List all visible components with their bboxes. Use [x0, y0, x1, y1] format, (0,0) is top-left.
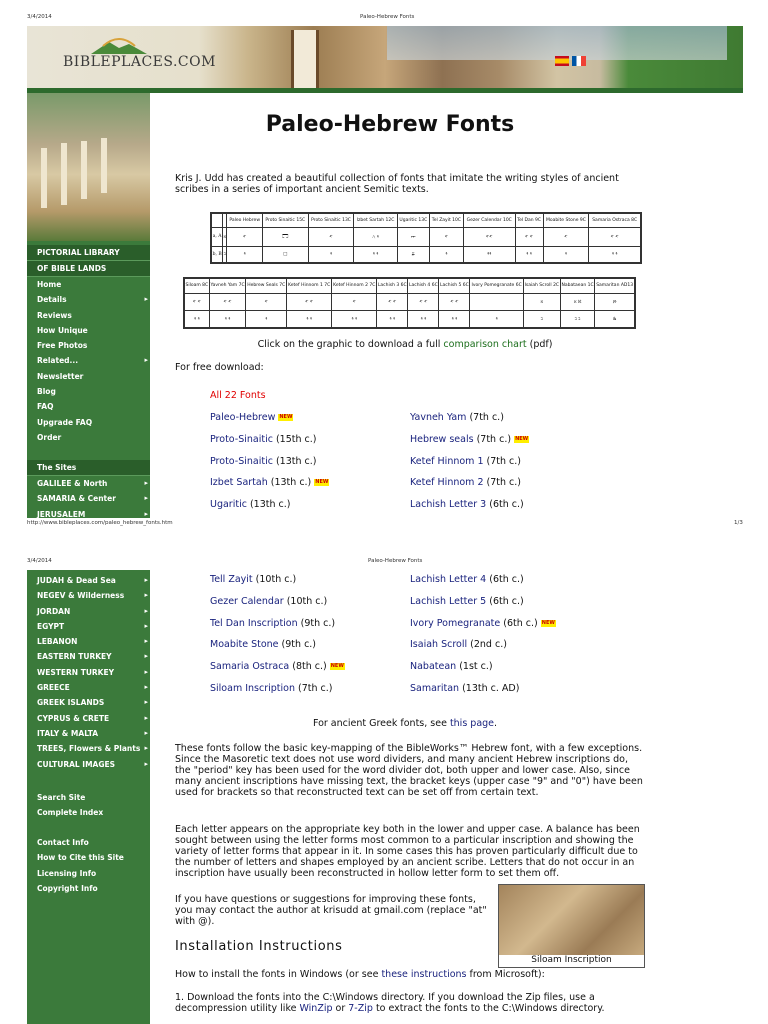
- sidebar-info-item[interactable]: Contact Info: [37, 838, 89, 847]
- font-link-row: [210, 477, 329, 488]
- chart-header-cell: Proto Sinaitic 15C: [262, 214, 308, 228]
- new-badge: NEW: [541, 619, 555, 626]
- sidebar-sites-heading: The Sites: [27, 460, 150, 476]
- font-link-row: [410, 477, 521, 488]
- free-download-label: For free download:: [175, 362, 264, 373]
- chart-glyph-cell: 𐤁 𐤁: [408, 310, 439, 327]
- sidebar-site-item[interactable]: GREEK ISLANDS ▸: [27, 695, 150, 710]
- chart-header-cell: Ketef Hinnom 2 7C: [332, 279, 377, 294]
- font-link-row: [210, 434, 316, 445]
- print-date: 3/4/2014: [27, 14, 52, 20]
- chart-header-cell: Samaria Ostraca 8C: [589, 214, 641, 228]
- chart-header-cell: Lachish 4 6C: [408, 279, 439, 294]
- photo-caption: Siloam Inscription: [498, 955, 645, 968]
- font-date: (6th c.): [486, 574, 524, 585]
- font-date: (9th c.): [278, 639, 317, 651]
- comparison-chart-bottom[interactable]: [183, 277, 636, 329]
- font-link[interactable]: Ivory Pomegranate: [410, 617, 501, 629]
- chart-glyph-cell: 𐤀 𐤀: [209, 293, 246, 310]
- font-date: (13th c.): [272, 455, 317, 467]
- contact-paragraph: If you have questions or suggestions for improving these fonts, you may contact the author at krisudd at gmail.com (replace "at" with @).: [175, 894, 487, 927]
- chart-glyph-cell: 𐤁 𐤂: [354, 228, 397, 247]
- chart-glyph-cell: א: [523, 293, 560, 310]
- chart-header-cell: Ivory Pomegranate 6C: [470, 279, 523, 294]
- print-header-title-page2: Paleo-Hebrew Fonts: [368, 558, 423, 564]
- chart-glyph-cell: 𐤀 𐤀: [408, 293, 439, 310]
- chart-glyph-cell: א ℵ: [560, 293, 594, 310]
- chart-header-cell: Moabite Stone 9C: [543, 214, 589, 228]
- comparison-chart-top[interactable]: [210, 212, 642, 264]
- font-link[interactable]: Tel Dan Inscription: [210, 617, 298, 629]
- print-date-page2: 3/4/2014: [27, 558, 52, 564]
- chart-glyph-cell: 𐤁 𐤁: [332, 310, 377, 327]
- font-date: (10th c.): [252, 574, 297, 585]
- font-date: (9th c.): [297, 617, 336, 629]
- sidebar-item[interactable]: Related... ▸: [27, 353, 150, 368]
- chart-glyph-cell: 𐤁: [543, 246, 589, 262]
- sidebar-item[interactable]: Home: [37, 280, 62, 289]
- intro-text: Kris J. Udd has created a beautiful collection of fonts that imitate the writing styles of ancient scribes in a series of important ancient Semitic texts.: [175, 173, 619, 195]
- font-link-row: [410, 434, 529, 445]
- chart-glyph-cell: ב: [523, 310, 560, 327]
- font-link[interactable]: Ugaritic: [210, 499, 247, 511]
- install-heading: Installation Instructions: [175, 939, 343, 954]
- chart-header-cell: Lachish 3 6C: [377, 279, 408, 294]
- font-link[interactable]: Lachish Letter 4: [410, 574, 487, 585]
- chart-header-cell: Hebrew Seals 7C: [246, 279, 287, 294]
- chart-glyph-cell: 𐤁𐤁: [463, 246, 515, 262]
- print-url: http://www.bibleplaces.com/paleo_hebrew_fonts.htm: [27, 520, 173, 526]
- chart-header-cell: Isaiah Scroll 2C: [523, 279, 560, 294]
- chart-glyph-cell: 𐤀: [543, 228, 589, 247]
- chart-header-cell: Gezer Calendar 10C: [463, 214, 515, 228]
- chart-header-cell: Ketef Hinnom 1 7C: [287, 279, 332, 294]
- sidebar-item[interactable]: Newsletter: [37, 371, 84, 381]
- sidebar-site-item[interactable]: ITALY & MALTA ▸: [27, 726, 150, 741]
- chart-header-cell: Samaritan AD13: [595, 279, 635, 294]
- page-title: Paleo-Hebrew Fonts: [265, 112, 515, 137]
- sidebar-ruins-photo: [27, 93, 150, 241]
- keymapping-paragraph: These fonts follow the basic key-mapping of the BibleWorks™ Hebrew font, with a few exceptions. Since the Masoretic text does not use word dividers, and many ancient Hebrew inscriptions do, the "period" key has been used for the word divider dot, both upper and lower case. Also, since many ancient inscriptions have missing text, the bracket keys (upper case "9" and "0") have been used for brackets so that reconstructed text can be set off from certain text.: [175, 743, 643, 798]
- sidebar-site-item[interactable]: JERUSALEM ▸: [27, 507, 150, 522]
- font-date: (7th c.): [483, 477, 521, 489]
- sidebar-item[interactable]: FAQ: [37, 402, 54, 412]
- font-link[interactable]: Isaiah Scroll: [410, 639, 468, 651]
- font-link[interactable]: Tell Zayit: [210, 574, 253, 585]
- font-link[interactable]: Proto-Sinaitic: [210, 455, 273, 467]
- new-badge: NEW: [515, 435, 529, 442]
- chart-glyph-cell: 𐎁: [397, 246, 429, 262]
- sidebar-nav-info: [27, 835, 150, 896]
- sidebar-site-item[interactable]: EGYPT ▸: [27, 619, 150, 634]
- chart-glyph-cell: □: [262, 246, 308, 262]
- microsoft-instructions-link[interactable]: these instructions: [381, 969, 467, 980]
- language-flags: [555, 56, 589, 75]
- sidebar-item[interactable]: How Unique: [37, 325, 88, 335]
- chart-glyph-cell: 𐤁: [308, 246, 354, 262]
- sidebar-site-item[interactable]: WESTERN TURKEY ▸: [27, 665, 150, 680]
- font-link-row: [410, 596, 524, 607]
- chart-glyph-cell: 𐤀 𐤀: [185, 293, 210, 310]
- font-date: (6th c.): [486, 595, 524, 607]
- french-flag-icon[interactable]: [572, 56, 586, 66]
- sidebar-nav-sites-cont: [27, 573, 150, 772]
- sidebar-item[interactable]: Details ▸: [27, 292, 150, 307]
- sidebar-site-item[interactable]: JUDAH & Dead Sea ▸: [27, 573, 150, 588]
- chart-glyph-cell: 𐤀 𐤀: [589, 228, 641, 247]
- font-date: (6th c.): [486, 499, 524, 511]
- font-link-row: [210, 412, 293, 423]
- font-link-row: [210, 456, 316, 467]
- font-link[interactable]: Paleo-Hebrew: [210, 412, 276, 423]
- chart-glyph-cell: 𐤀 𐤀: [439, 293, 470, 310]
- font-date: (13th c. AD): [459, 683, 520, 694]
- font-date: (2nd c.): [467, 639, 507, 651]
- chart-glyph-cell: א: [223, 228, 227, 247]
- font-link[interactable]: Yavneh Yam: [410, 412, 467, 423]
- font-link-row: [210, 499, 290, 510]
- font-link-row: [210, 683, 333, 694]
- sidebar-site-item[interactable]: SAMARIA & Center ▸: [27, 491, 150, 506]
- font-link[interactable]: Hebrew seals: [410, 433, 474, 445]
- chart-glyph-cell: 𐤀𐤀: [463, 228, 515, 247]
- install-step-1: 1. Download the fonts into the C:\Windows directory. If you download the Zip files, use a decompression utility like WinZip or 7-Zip to extract the fonts to the C:\Windows directory.: [175, 992, 605, 1014]
- font-date: (7th c.): [295, 683, 333, 694]
- font-date: (13th c.): [246, 499, 291, 511]
- font-link[interactable]: Ketef Hinnom 1: [410, 455, 484, 467]
- chart-glyph-cell: 𐤁 𐤁: [209, 310, 246, 327]
- chart-glyph-cell: 𐤀 𐤀: [377, 293, 408, 310]
- new-badge: NEW: [315, 479, 329, 486]
- font-link-row: [210, 661, 345, 672]
- chart-header-cell: Yavneh Yam 7C: [209, 279, 246, 294]
- chart-header-cell: Ugaritic 13C: [397, 214, 429, 228]
- install-line: How to install the fonts in Windows (or see these instructions from Microsoft):: [175, 969, 545, 980]
- sidebar-info-item[interactable]: Copyright Info: [37, 883, 98, 893]
- font-link[interactable]: Siloam Inscription: [210, 683, 295, 694]
- font-link[interactable]: Gezer Calendar: [210, 595, 284, 607]
- font-link-row: [210, 618, 335, 629]
- font-link[interactable]: Proto-Sinaitic: [210, 433, 273, 445]
- all-fonts-link[interactable]: All 22 Fonts: [210, 390, 266, 401]
- chart-glyph-cell: 𐤁: [246, 310, 287, 327]
- font-date: (7th c.): [466, 412, 504, 423]
- chart-glyph-cell: ࠁ: [595, 310, 635, 327]
- chart-glyph-cell: 𐤀: [332, 293, 377, 310]
- print-header-title: Paleo-Hebrew Fonts: [360, 14, 415, 20]
- chart-header-cell: Izbet Sartah 12C: [354, 214, 397, 228]
- sidebar-item[interactable]: Free Photos: [37, 341, 88, 351]
- spanish-flag-icon[interactable]: [555, 56, 569, 66]
- letters-paragraph: Each letter appears on the appropriate key both in the lower and upper case. A balance has been sought between using the letter forms most common to a particular inscription and showing the variety of letter forms that appear in it. In some cases this has proven particularly difficult due to the number of letters and shapes employed by an ancient scribe. Letters that do not occur in an inscription have usually been reconstructed in hollow letter form to set them off.: [175, 824, 640, 879]
- font-link-row: [410, 661, 493, 672]
- font-link[interactable]: Lachish Letter 3: [410, 499, 487, 511]
- font-link-row: [410, 456, 521, 467]
- greek-fonts-link[interactable]: this page: [449, 718, 495, 729]
- chart-glyph-cell: 𐤁 𐤁: [515, 246, 543, 262]
- chart-header-cell: Tel Zayit 10C: [429, 214, 463, 228]
- sidebar-misc-item[interactable]: Complete Index: [37, 808, 104, 818]
- chart-glyph-cell: 𐤁 𐤁: [589, 246, 641, 262]
- chart-header-cell: [212, 214, 223, 228]
- font-link-row: [410, 618, 556, 629]
- sidebar-item: OF BIBLE LANDS: [27, 261, 150, 277]
- new-badge: NEW: [330, 663, 344, 670]
- greek-fonts-note: For ancient Greek fonts, see this page.: [312, 718, 498, 729]
- chart-glyph-cell: 𐤁 𐤁: [354, 246, 397, 262]
- sidebar-site-item[interactable]: TREES, Flowers & Plants ▸: [27, 741, 150, 756]
- chart-glyph-cell: 𐤀 𐤀: [515, 228, 543, 247]
- font-link[interactable]: Moabite Stone: [210, 639, 279, 651]
- sidebar-site-item[interactable]: LEBANON ▸: [27, 634, 150, 649]
- font-date: (7th c.): [483, 455, 521, 467]
- sidebar-item[interactable]: Blog: [37, 387, 56, 397]
- chart-glyph-cell: ב: [223, 246, 227, 262]
- font-link[interactable]: Lachish Letter 5: [410, 595, 487, 607]
- sidebar-misc-item[interactable]: Search Site: [37, 793, 86, 802]
- print-page-number: 1/3: [734, 520, 743, 526]
- chart-header-cell: Nabataean 1C: [560, 279, 594, 294]
- comparison-chart-link[interactable]: comparison chart: [443, 339, 527, 350]
- chart-glyph-cell: 𐤀: [246, 293, 287, 310]
- font-link[interactable]: Ketef Hinnom 2: [410, 477, 484, 489]
- sidebar-item[interactable]: Order: [37, 432, 62, 442]
- sidebar-site-item[interactable]: CULTURAL IMAGES ▸: [27, 757, 150, 772]
- chart-glyph-cell: 𐤁: [429, 246, 463, 262]
- siloam-inscription-photo: [498, 884, 645, 957]
- chart-glyph-cell: 𓉐: [262, 228, 308, 247]
- font-link[interactable]: Samaria Ostraca: [210, 661, 290, 673]
- chart-glyph-cell: 𐤁 𐤁: [287, 310, 332, 327]
- sidebar-item: PICTORIAL LIBRARY: [27, 245, 150, 261]
- font-link-row: [410, 574, 524, 585]
- new-badge: NEW: [279, 414, 293, 420]
- chart-glyph-cell: 𐤀: [429, 228, 463, 247]
- font-link-row: [410, 639, 507, 650]
- chart-header-cell: Proto Sinaitic 13C: [308, 214, 354, 228]
- chart-glyph-cell: 𐤁: [227, 246, 263, 262]
- font-link-row: [210, 596, 327, 607]
- sidebar-site-item[interactable]: CYPRUS & CRETE ▸: [27, 711, 150, 726]
- font-link-row: [410, 683, 519, 694]
- font-date: (7th c.): [473, 433, 512, 445]
- chart-glyph-cell: 𐤁 𐤁: [185, 310, 210, 327]
- site-logo[interactable]: BIBLEPLACES.COM: [63, 54, 216, 70]
- sidebar-site-item[interactable]: JORDAN ▸: [27, 604, 150, 619]
- sidebar-nav-main: [27, 245, 150, 445]
- sidebar-site-item[interactable]: GREECE ▸: [27, 680, 150, 695]
- sidebar-site-item[interactable]: GALILEE & North ▸: [27, 476, 150, 491]
- chart-header-cell: Siloam 8C: [185, 279, 210, 294]
- sidebar-item[interactable]: Reviews: [37, 310, 72, 320]
- sidebar-site-item[interactable]: NEGEV & Wilderness ▸: [27, 588, 150, 603]
- font-date: (10th c.): [283, 595, 328, 607]
- font-date: (8th c.): [289, 661, 327, 673]
- font-link-row: [410, 412, 504, 423]
- site-banner: [27, 26, 743, 93]
- chart-glyph-cell: 𐤁 𐤁: [439, 310, 470, 327]
- sidebar-info-item[interactable]: Licensing Info: [37, 868, 97, 878]
- font-link[interactable]: Izbet Sartah: [210, 477, 268, 489]
- font-date: (6th c.): [500, 617, 538, 629]
- chart-glyph-cell: ב ב: [560, 310, 594, 327]
- font-link-row: [410, 499, 524, 510]
- font-date: (13th c.): [267, 477, 312, 489]
- chart-glyph-cell: 𐤀: [227, 228, 263, 247]
- chart-glyph-cell: 𐤁: [470, 310, 523, 327]
- logo-sunrise-icon: [89, 36, 149, 56]
- chart-glyph-cell: 𐤀: [308, 228, 354, 247]
- sidebar-nav-search: [27, 790, 150, 821]
- chart-header-cell: Tel Dan 9C: [515, 214, 543, 228]
- chart-glyph-cell: a, A: [212, 228, 223, 247]
- chart-glyph-cell: ࠀ: [595, 293, 635, 310]
- chart-glyph-cell: [470, 293, 523, 310]
- font-link[interactable]: Samaritan: [410, 683, 460, 694]
- sidebar-info-item[interactable]: How to Cite this Site: [37, 853, 124, 863]
- chart-glyph-cell: 𐤁 𐤁: [377, 310, 408, 327]
- font-date: (15th c.): [272, 433, 317, 445]
- sidebar-item[interactable]: Upgrade FAQ: [37, 417, 93, 427]
- chart-glyph-cell: b, B: [212, 246, 223, 262]
- chart-glyph-cell: 𐤀 𐤀: [287, 293, 332, 310]
- chart-glyph-cell: 𐎀: [397, 228, 429, 247]
- chart-header-cell: Paleo Hebrew: [227, 214, 263, 228]
- chart-caption: Click on the graphic to download a full comparison chart (pdf): [257, 339, 553, 350]
- sidebar-nav-sites: [27, 460, 150, 522]
- sidebar-site-item[interactable]: EASTERN TURKEY ▸: [27, 649, 150, 664]
- winzip-link[interactable]: WinZip: [299, 1003, 333, 1014]
- font-link-row: [210, 574, 296, 585]
- chart-header-cell: Lachish 5 6C: [439, 279, 470, 294]
- font-date: (1st c.): [456, 661, 493, 673]
- font-link[interactable]: Nabatean: [410, 661, 457, 673]
- font-link-row: [210, 639, 316, 650]
- 7zip-link[interactable]: 7-Zip: [348, 1003, 373, 1014]
